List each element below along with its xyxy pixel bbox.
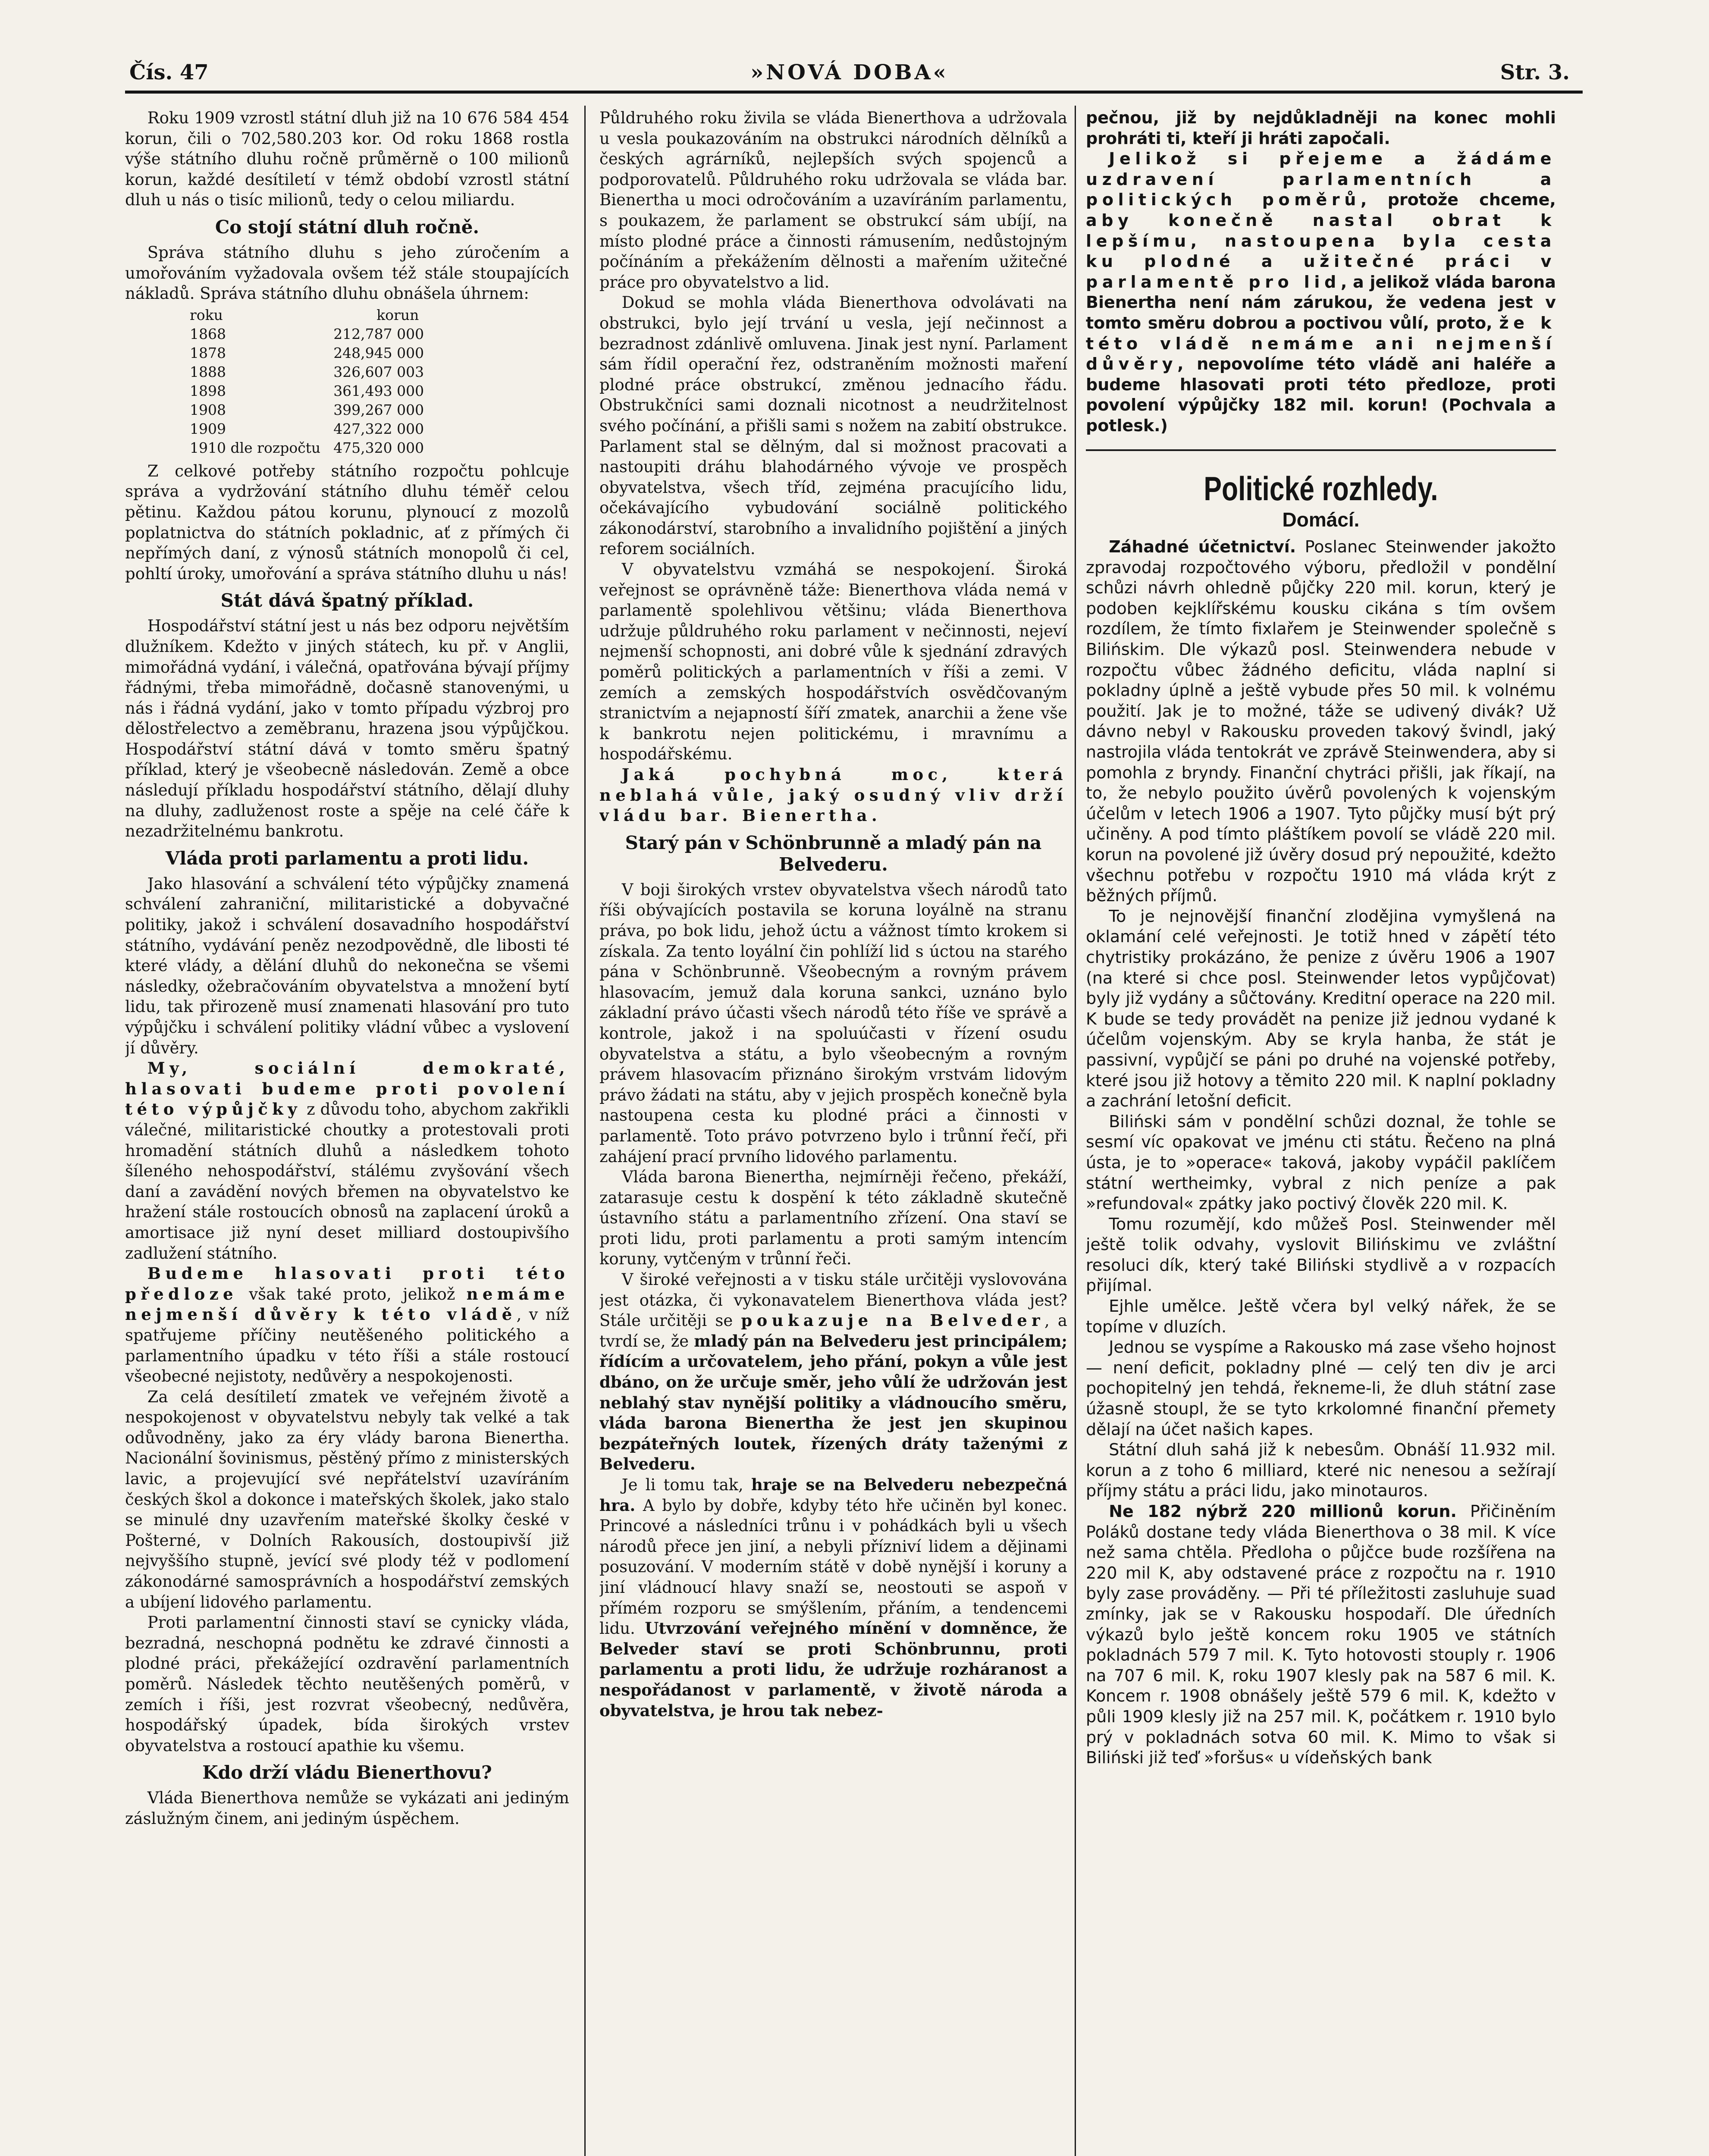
text: A bylo by dobře, kdyby této hře učiněn byl konec. Princové a následníci trůnu i v pohádkách byli u všech národů přece jen jiní, a nebyli přízniví lidem a dějinami posuzování. V moderním státě v době nynější i koruny a jiní vládnoucí hlavy snaží se, neostouti se aspoň v přímém rozporu se smýšlením, přáním, a tendencemi lidu. [599,1496,1067,1638]
emphasis: Budeme hlasovati proti této předloze [125,1264,569,1304]
table-row [190,382,428,401]
paragraph: Půldruhého roku živila se vláda Bienerthova a udržovala u vesla poukazováním na obstrukci národních dělníků a českých agrárníků, nejlepších svých spojenců a podporovatelů. Půldruhého roku udržovala se vláda bar. Bienertha u moci odročováním a uzavíráním parlamentu, s poukazem, že parlament se obstrukcí sám ubíjí, na místo plodné práce a činnosti rámusením, nedůstojným počínáním a překážením dělnosti a mařením užitečné práce pro obyvatelstvo a lid. [599,109,1067,291]
section-subtitle: Domácí. [1282,508,1360,531]
emphasis: My, sociální demokraté, hlasovati budeme proti povolení této výpůjčky [125,1059,569,1119]
text: Je li tomu tak, [621,1476,751,1494]
newspaper-title: »NOVÁ DOBA« [750,60,949,85]
emphasis: , a jelikož vláda barona Bienertha není nám zárukou, že vedena jest v tomto směru dobrou a poctivou vůlí, proto, [1086,272,1556,332]
paragraph [599,765,1067,826]
text: z důvodu toho, abychom zakřikli válečné, militaristické choutky a protestovali proti hromadění státních dluhů a následkem tohoto šíleného nehospodářství, stálému zvyšování všech daní a zavádění nových břemen na obyvatelstvo ke hražení stále rostoucích obnosů na zaplacení úroků a amortisace již nyní deset milliard dostoupivšího zadlužení státního. [125,1100,569,1263]
table-row [190,439,428,458]
table-cell-amount: 326,607 003 [333,363,424,380]
paragraph [1086,537,1556,906]
table-row [190,420,428,439]
column-divider-1 [584,106,586,2156]
paragraph: Správa státního dluhu s jeho zúročením a umořováním vyžadovala ovšem též stále stoupajících nákladů. Správa státního dluhu obnášela úhrnem: [125,243,569,303]
paragraph: Proti parlamentní činnosti staví se cynicky vláda, bezradná, neschopná podnětu ke zdravé činnosti a plodné práci, překážející ozdravění parlamentních poměrů. Následek těchto neutěšených poměrů, v zemích i říši, jest rozvrat všeobecný, nedůvěra, hospodářský úpadek, bída širokých vrstev obyvatelstva a rostoucí apathie ku všemu. [125,1613,569,1755]
table-cell-amount: 248,945 000 [333,344,424,361]
emphasis: mladý pán na Belvederu jest principálem; řídícím a určovatelem, jeho přání, pokyn a vůle jest dbáno, on že určuje směr, jeho vůlí že udržován jest neblahý stav nynější politiky a vládnoucího směru, vláda barona Bienertha že jest jen skupinou bezpáteřných loutek, řízených dráty taženými z Belvederu. [599,1331,1067,1474]
paragraph: Biliński sám v pondělní schůzi doznal, že tohle se sesmí víc opakovat ve jménu cti státu. Řečeno na plná ústa, je to »operace« taková, jakoby vypáčil paklíčem státní wertheimky, vybral z nich peníze a pak »refundoval« zpátky jako poctivý člověk 220 mil. K. [1086,1112,1556,1213]
text: , a tvrdí se, že [599,1311,1067,1351]
heading-bad-example: Stát dává špatný příklad. [220,590,474,611]
table-cell-year: 1878 [190,344,226,361]
paragraph: To je nejnovější finanční zlodějina vymyšlená na oklamání celé veřejnosti. Je totiž hned v zápětí této chytristiky prokázáno, že penize z úvěru 1906 a 1907 (na které si chce posl. Steinwender letos vypůjčovat) byly již vydány a sůčtovány. Kreditní operace na 220 mil. K bude se tedy provádět na penize již jednou vydané k účelům vojenským. Aby se kryla hanba, že stát je passivní, vypůjčí se páni po druhé na vojenské potřeby, které jsou již hotovy a těmito 220 mil. K naplní pokladny a zachrání letošní deficit. [1086,906,1556,1111]
paragraph [1086,149,1556,436]
paragraph [599,1269,1067,1475]
paragraph: Ejhle umělce. Ještě včera byl velký nářek, že se topíme v dluzích. [1086,1297,1556,1336]
paragraph: Hospodářství státní jest u nás bez odporu největším dlužníkem. Kdežto v jiných státech, ku př. v Anglii, mimořádná vydání, i válečná, opatřována bývají příjmy řádnými, třeba mimořádně, dočasně stanovenými, u nás i řádná vydání, jako v tomto případu výzbroj pro dělostřelectvo a zeměbranu, hrazena jsou výpůjčkou. Hospodářství státní dává v tomto směru špatný příklad, který je všeobecně následován. Země a obce následují příkladu hospodářství státního, dělají dluhy na dluhy, zadluženost roste a spěje na celé čáře k nezadržitelnému bankrotu. [125,617,569,841]
table-cell-amount: 475,320 000 [333,439,424,456]
table-row [190,363,428,382]
table-cell-year: 1868 [190,325,226,342]
paragraph: Tomu rozumějí, kdo můžeš Posl. Steinwender měl ještě tolik odvahy, vyslovit Bilińskimu ve zvláštní resoluci dík, který také Biliński stydlivě a v rozpacích přijímal. [1086,1214,1556,1295]
paragraph: V boji širokých vrstev obyvatelstva všech národů tato říši obývajících postavila se koruna loyálně na stranu práva, po bok lidu, jehož úctu a vážnost tímto krokem si získala. Za tento loyální čin pohlíží lid s úctou na starého pána v Schönbrunně. Všeobecným a rovným právem hlasovacím, jemuž dala koruna sankci, uznáno bylo základní právo účasti všech národů této říše ve správě a kontrole, jakož i na spoluúčasti v řízení osudu obyvatelstva a státu, a bylo všeobecným a rovným právem hlasovacím přiznáno širokým vrstvám lidovým právo žádati na státu, aby v jejich prospěch konečně byla nastoupena cesta ku plodné práci a činnosti v parlamentě. Toto právo potvrzeno bylo i trůnní řečí, při zahájení prací prvního lidového parlamentu. [599,880,1067,1166]
paragraph [599,1475,1067,1721]
paragraph: Státní dluh sahá již k nebesům. Obnáší 11.932 mil. korun a z toho 6 milliard, které nic nenesou a sežírají příjmy státu a práci lidu, jako minotauros. [1086,1440,1556,1501]
table-row [190,325,428,344]
paragraph [1086,108,1556,149]
section-separator [1086,449,1556,454]
emphasis: Záhadné účetnictví. [1109,537,1296,557]
table-cell-year: 1888 [190,363,226,380]
debt-table [190,306,428,458]
table-header-row [190,306,428,325]
table-header-year: roku [190,306,223,323]
paragraph [125,1058,569,1263]
paragraph [125,1263,569,1387]
text: však také proto, jelikož [237,1285,467,1304]
paragraph: Za celá desítiletí zmatek ve veřejném životě a nespokojenost v obyvatelstvu nebyly tak velké a tak odůvodněny, jako za éry vlády barona Bienertha. Nacionální šovinismus, pěstěný přímo z ministerských lavic, a projevující své nepřátelství uzavíráním českých škol a dokonce i mateřských školek, jako stalo se minulé dny uzavřením mateřské školky české v Pošterné, v Dolních Rakousích, dostoupivší již nejvyššího stupně, jevící své plody též v podlomení zákonodárné samosprávních a hospodářství zemských a ubíjení lidového parlamentu. [125,1387,569,1611]
table-cell-year: 1910 dle rozpočtu [190,439,321,456]
emphasis: pečnou, již by nejdůkladněji na konec mohli prohráti ti, kteří ji hráti započali. [1086,108,1556,148]
table-cell-amount: 399,267 000 [333,401,424,418]
section-title: Politické rozhledy. [1204,469,1438,508]
table-header-amount: korun [376,306,419,323]
emphasis: hraje se na Belvederu nebezpečná hra. [599,1475,1067,1515]
page-number: Str. 3. [1500,60,1570,85]
emphasis: Jaká pochybná moc, která neblahá vůle, jaký osudný vliv drží vládu bar. Bienertha. [599,765,1067,825]
emphasis: že k této vládě nemáme ani nejmenší důvěry [1086,313,1556,374]
heading-debt-cost: Co stojí státní dluh ročně. [215,216,480,238]
issue-number: Čís. 47 [129,60,209,85]
emphasis: , protože chceme, [1361,190,1556,210]
paragraph: Jako hlasování a schválení této výpůjčky znamená schválení zahraniční, militaristické a dobyvačné politiky, jakož i schválení dosavadního hospodářství státního, vydávání peněz nezodpovědně, dle libosti té které vlády, a dělání dluhů do nekonečna se všemi následky, ožebračováním obyvatelstva a množení bytí lidu, tak přirozeně musí znamenati hlasování pro tuto výpůjčku i schválení politiky vládní vůbec a vyslovení jí důvěry. [125,874,569,1057]
text: Poslanec Steinwender jakožto zpravodaj rozpočtového výboru, předložil v pondělní schůzi návrh ohledně půjčky 220 mil. korun, který je podoben kejklířskému kousku cikána s tím ovšem rozdílem, že tímto fixlařem je Steinwender společně s Bilińskim. Dle výkazů posl. Steinwendera nebude v rozpočtu vůbec žádného deficitu, vláda naplní si pokladny úplně a ještě vybude přes 50 mil. k volnému použití. Jak je to možné, táže se udivený divák? Už dávno nebyl v Rakousku proveden takový švindl, jaký nastrojila vláda tentokrát ve zprávě Steinwendera, aby si pomohla z bryndy. Finanční chytráci přišli, jak říkají, na to, že nebylo použito úvěrů povolených k vojenským účelům v letech 1906 a 1907. Tyto půjčky musí být prý učiněny. A pod tímto pláštíkem povolí se vládě 220 mil. korun na povolené již úvěry dosud prý nepoužité, kdežto všechnu potřebu v rozpočtu 1910 má vláda krýt z běžných příjmů. [1086,537,1556,906]
table-cell-year: 1898 [190,382,226,399]
paragraph: Z celkové potřeby státního rozpočtu pohlcuje správa a vydržování státního dluhu téměř celou pětinu. Každou pátou korunu, plynoucí z mozolů poplatnictva do státních pokladnic, ať z přímých či nepřímých daní, z výnosů státních monopolů či cel, pohltí úroky, umořování a správa státního dluhu u nás! [125,461,569,583]
paragraph: Roku 1909 vzrostl státní dluh již na 10 676 584 454 korun, čili o 702,580.203 kor. Od roku 1868 rostla výše státního dluhu ročně průměrně o 100 milionů korun, každé desítiletí v témž období vzrostl státní dluh u nás o tisíc milionů, tedy o celou miliardu. [125,109,569,210]
paragraph: V obyvatelstvu vzmáhá se nespokojení. Široká veřejnost se oprávněně táže: Bienerthova vláda nemá v parlamentě spolehlivou většinu; vláda Bienerthova udržuje půldruhého roku parlament v nečinnosti, nejeví nejmenší schopnosti, ani dobré vůle k sjednání zdravých poměrů politických a parlamentních v říši a zemi. V zemích a zemských hospodářstvích osvědčovaným stranictvím a nejapností šíří zmatek, anarchii a žene vše k bankrotu nejen politickému, i mravnímu a hospodářskému. [599,560,1067,764]
column-divider-2 [1075,106,1076,2156]
heading-government-vs-parliament: Vláda proti parlamentu a proti lidu. [165,847,529,869]
table-cell-amount: 361,493 000 [333,382,424,399]
column-2 [599,108,1067,2156]
table-cell-year: 1909 [190,420,226,437]
heading-who-holds-government: Kdo drží vládu Bienerthovu? [202,1762,492,1783]
table-row [190,344,428,363]
paragraph: Vláda barona Bienertha, nejmírněji řečeno, překáží, zatarasuje cestu k dospění k této základně skutečně ústavního státu a parlamentního zřízení. Ona staví se proti lidu, proti parlamentu a proti samým intencím koruny, vytčeným v trůnní řeči. [599,1168,1067,1269]
paragraph: Vláda Bienerthova nemůže se vykázati ani jediným záslužným činem, ani jediným úspěchem. [125,1789,569,1828]
text: Přičiněním Poláků dostane tedy vláda Bienerthova o 38 mil. K více než sama chtěla. Předloha o půjčce bude rozšířena na 220 mil K, aby odstavené práce z rozpočtu na r. 1910 byly zase prováděny. — Při té příležitosti zasluhuje suad zmínky, jak se v Rakousku hospodaří. Dle úředních výkazů bylo ještě koncem roku 1905 ve státních pokladnách 579 7 mil. K. Tyto hotovosti stouply r. 1906 na 707 6 mil. K, roku 1907 klesly pak na 587 6 mil. K. Koncem r. 1908 obnášely ještě 579 6 mil. K, kdežto v půli 1909 klesly již na 257 mil. K, počátkem r. 1910 bylo prý v pokladnách sotva 60 mil. K. Mimo to však si Biliński již teď »foršus« u vídeňských bank [1086,1502,1556,1767]
paragraph: Dokud se mohla vláda Bienerthova odvolávati na obstrukci, bylo její trvání u vesla, její nečinnost a bezradnost zdánlivě omluvena. Jinak jest nyní. Parlament sám řídil operační řez, odstraněním možnosti maření plodné práce obstrukcí, změnou jednacího řádu. Obstrukčníci sami doznali nicotnost a neudržitelnost svého počínání, a přišli sami s nožem na zabití obstrukce. Parlament stal se dělným, dal si možnost pracovati a nastoupiti dráhu blahodárného vývoje ve prospěch obyvatelstva, všech tříd, zejména pracujícího lidu, očekávajícího vybudování sociálně politického zákonodárství, starobního a invalidního pojištění a jiných reforem sociálních. [599,293,1067,558]
table-cell-amount: 212,787 000 [333,325,424,342]
page-header [129,60,1570,86]
column-3 [1086,108,1556,2156]
column-1 [125,108,569,2156]
paragraph: Jednou se vyspíme a Rakousko má zase všeho hojnost — není deficit, pokladny plné — celý ten div je arci pochopitelný jen tehdá, řekneme-li, že dluh státní zase úžasně stoupl, že se tyto krkolomné finanční přemety dělají na účet našich kapes. [1086,1338,1556,1439]
table-cell-year: 1908 [190,401,226,418]
header-rule [125,91,1583,94]
emphasis: aby konečně nastal obrat k lepšímu, nastoupena byla cesta ku plodné a užitečné práci v parlamentě pro lid [1086,210,1556,291]
emphasis: , nepovolíme této vládě ani haléře a budeme hlasovati proti této předloze, proti povolení výpůjčky 182 mil. korun! (Pochvala a potlesk.) [1086,354,1556,435]
table-cell-amount: 427,322 000 [333,420,424,437]
paragraph [1086,1501,1556,1768]
emphasis: nemáme nejmenší důvěry k této vládě [125,1284,569,1324]
emphasis: Utvrzování veřejného mínění v domněnce, že Belveder staví se proti Schönbrunnu, proti parlamentu a proti lidu, že udržuje rozháranost a nespořádanost v parlamentě, v životě národa a obyvatelstva, je hrou tak nebez- [599,1619,1067,1720]
table-row [190,401,428,420]
text: V široké veřejnosti a v tisku stále určitěji vyslovována jest otázka, či vykonavatelem Bienerthova vláda jest? Stále určitěji se [599,1270,1067,1330]
emphasis: poukazuje na Belveder [741,1311,1045,1330]
emphasis: Jelikož si přejeme a žádáme uzdravení parlamentních a politických poměrů [1086,149,1556,210]
emphasis: Ne 182 nýbrž 220 millionů korun. [1109,1502,1457,1521]
heading-schonbrunn-belvedere: Starý pán v Schönbrunně a mladý pán na Belvederu. [625,832,1042,875]
text: , v níž spatřujeme příčiny neutěšeného politického a parlamentního úpadku v této říši a stále rostoucí všeobecné nejistoty, nedůvěry a nespokojenosti. [125,1305,569,1386]
